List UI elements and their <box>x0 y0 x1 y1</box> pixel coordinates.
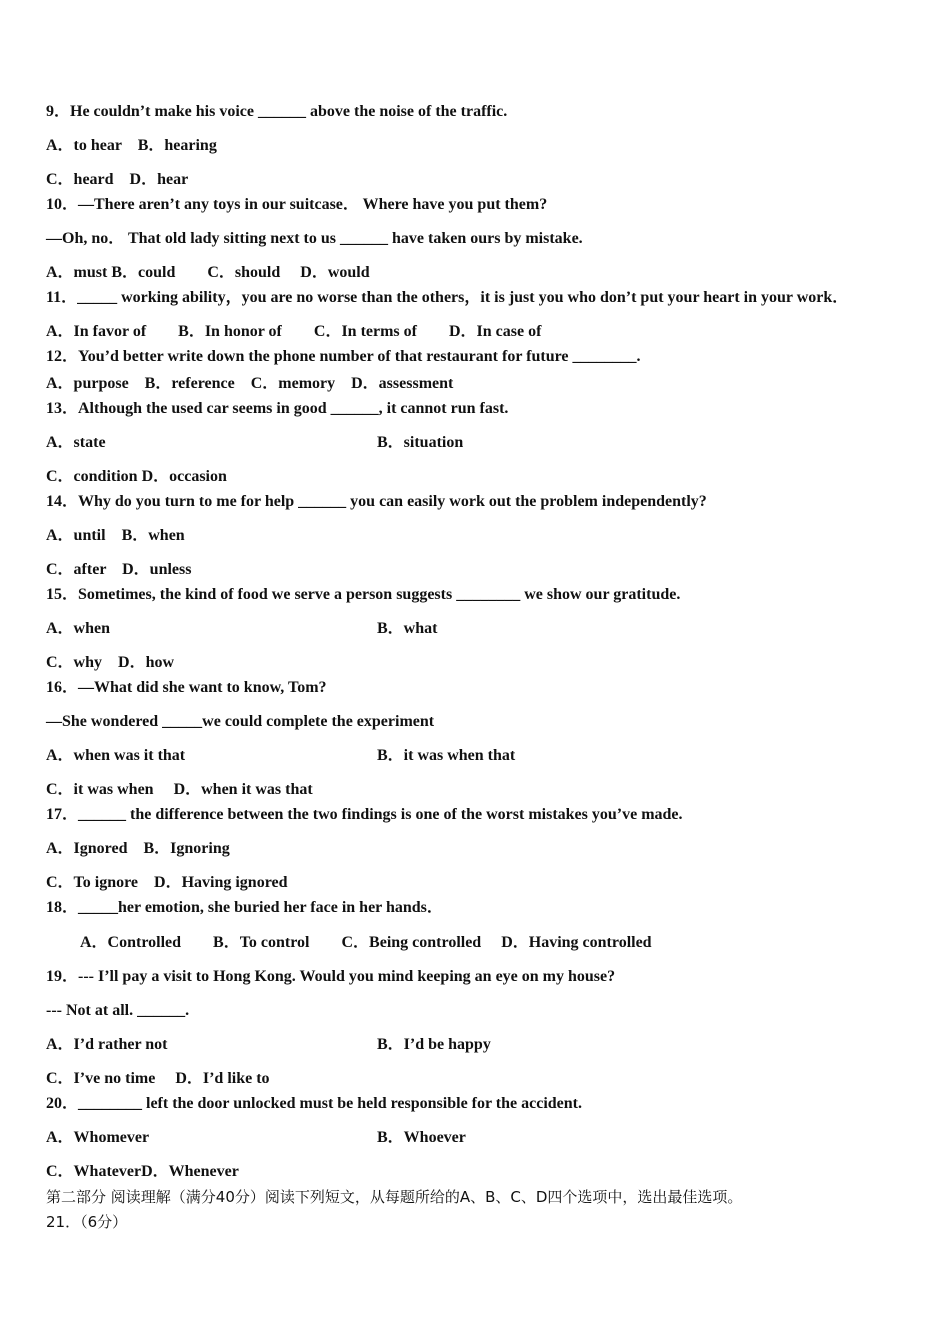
question-13-options-cd: C．condition D．occasion <box>46 468 227 485</box>
question-15-option-a: A．when <box>46 620 111 637</box>
question-13-stem: 13．Although the used car seems in good ______, it cannot run fast. <box>46 400 509 417</box>
question-13-option-a: A．state <box>46 434 106 451</box>
question-9-options-cd: C．heard D．hear <box>46 171 189 188</box>
question-10-stem: 10．—There aren’t any toys in our suitcase． Where have you put them? <box>46 196 548 213</box>
question-17-options-cd: C．To ignore D．Having ignored <box>46 874 288 891</box>
question-19-options-cd: C．I’ve no time D．I’d like to <box>46 1070 270 1087</box>
question-19-option-b: B．I’d be happy <box>377 1036 491 1053</box>
question-9-options-ab: A．to hear B．hearing <box>46 137 217 154</box>
question-12-options: A．purpose B．reference C．memory D．assessment <box>46 375 454 392</box>
question-16-option-a: A．when was it that <box>46 747 186 764</box>
question-12-stem: 12．You’d better write down the phone number of that restaurant for future ________. <box>46 348 641 365</box>
question-21-label: 21．（6分） <box>46 1213 128 1231</box>
question-14-options-ab: A．until B．when <box>46 527 185 544</box>
question-9-stem: 9．He couldn’t make his voice ______ above the noise of the traffic. <box>46 103 508 120</box>
question-20-option-b: B．Whoever <box>377 1129 466 1146</box>
question-16-option-b: B．it was when that <box>377 747 516 764</box>
question-13-option-b: B．situation <box>377 434 464 451</box>
question-10-stem-continued: —Oh, no． That old lady sitting next to us ______ have taken ours by mistake. <box>46 230 583 247</box>
question-14-options-cd: C．after D．unless <box>46 561 192 578</box>
question-20-options-cd: C．WhateverD．Whenever <box>46 1163 239 1180</box>
question-16-options-cd: C．it was when D．when it was that <box>46 781 313 798</box>
question-15-stem: 15．Sometimes, the kind of food we serve a person suggests ________ we show our gratitude. <box>46 586 681 603</box>
question-20-option-a: A．Whomever <box>46 1129 150 1146</box>
question-17-stem: 17．______ the difference between the two findings is one of the worst mistakes you’ve made. <box>46 806 683 823</box>
section-heading: 第二部分 阅读理解（满分40分）阅读下列短文，从每题所给的A、B、C、D四个选项中，选出最佳选项。 <box>46 1188 743 1206</box>
question-19-option-a: A．I’d rather not <box>46 1036 168 1053</box>
question-20-stem: 20．________ left the door unlocked must be held responsible for the accident. <box>46 1095 583 1112</box>
question-11-stem: 11．_____ working ability，you are no worse than the others，it is just you who don’t put your heart in your work． <box>46 289 849 306</box>
question-18-stem: 18．_____her emotion, she buried her face in her hands． <box>46 899 443 916</box>
question-15-options-cd: C．why D．how <box>46 654 175 671</box>
question-16-stem: 16．—What did she want to know, Tom? <box>46 679 327 696</box>
question-18-options: A．Controlled B．To control C．Being controlled D．Having controlled <box>80 934 652 951</box>
question-15-option-b: B．what <box>377 620 438 637</box>
question-10-options: A．must B．could C．should D．would <box>46 264 370 281</box>
question-16-stem-continued: —She wondered _____we could complete the experiment <box>46 713 435 730</box>
question-19-stem: 19．--- I’ll pay a visit to Hong Kong. Would you mind keeping an eye on my house? <box>46 968 616 985</box>
question-17-options-ab: A．Ignored B．Ignoring <box>46 840 230 857</box>
question-19-stem-continued: --- Not at all. ______. <box>46 1002 190 1019</box>
question-14-stem: 14．Why do you turn to me for help ______ you can easily work out the problem independently? <box>46 493 707 510</box>
question-11-options: A．In favor of B．In honor of C．In terms of D．In case of <box>46 323 542 340</box>
